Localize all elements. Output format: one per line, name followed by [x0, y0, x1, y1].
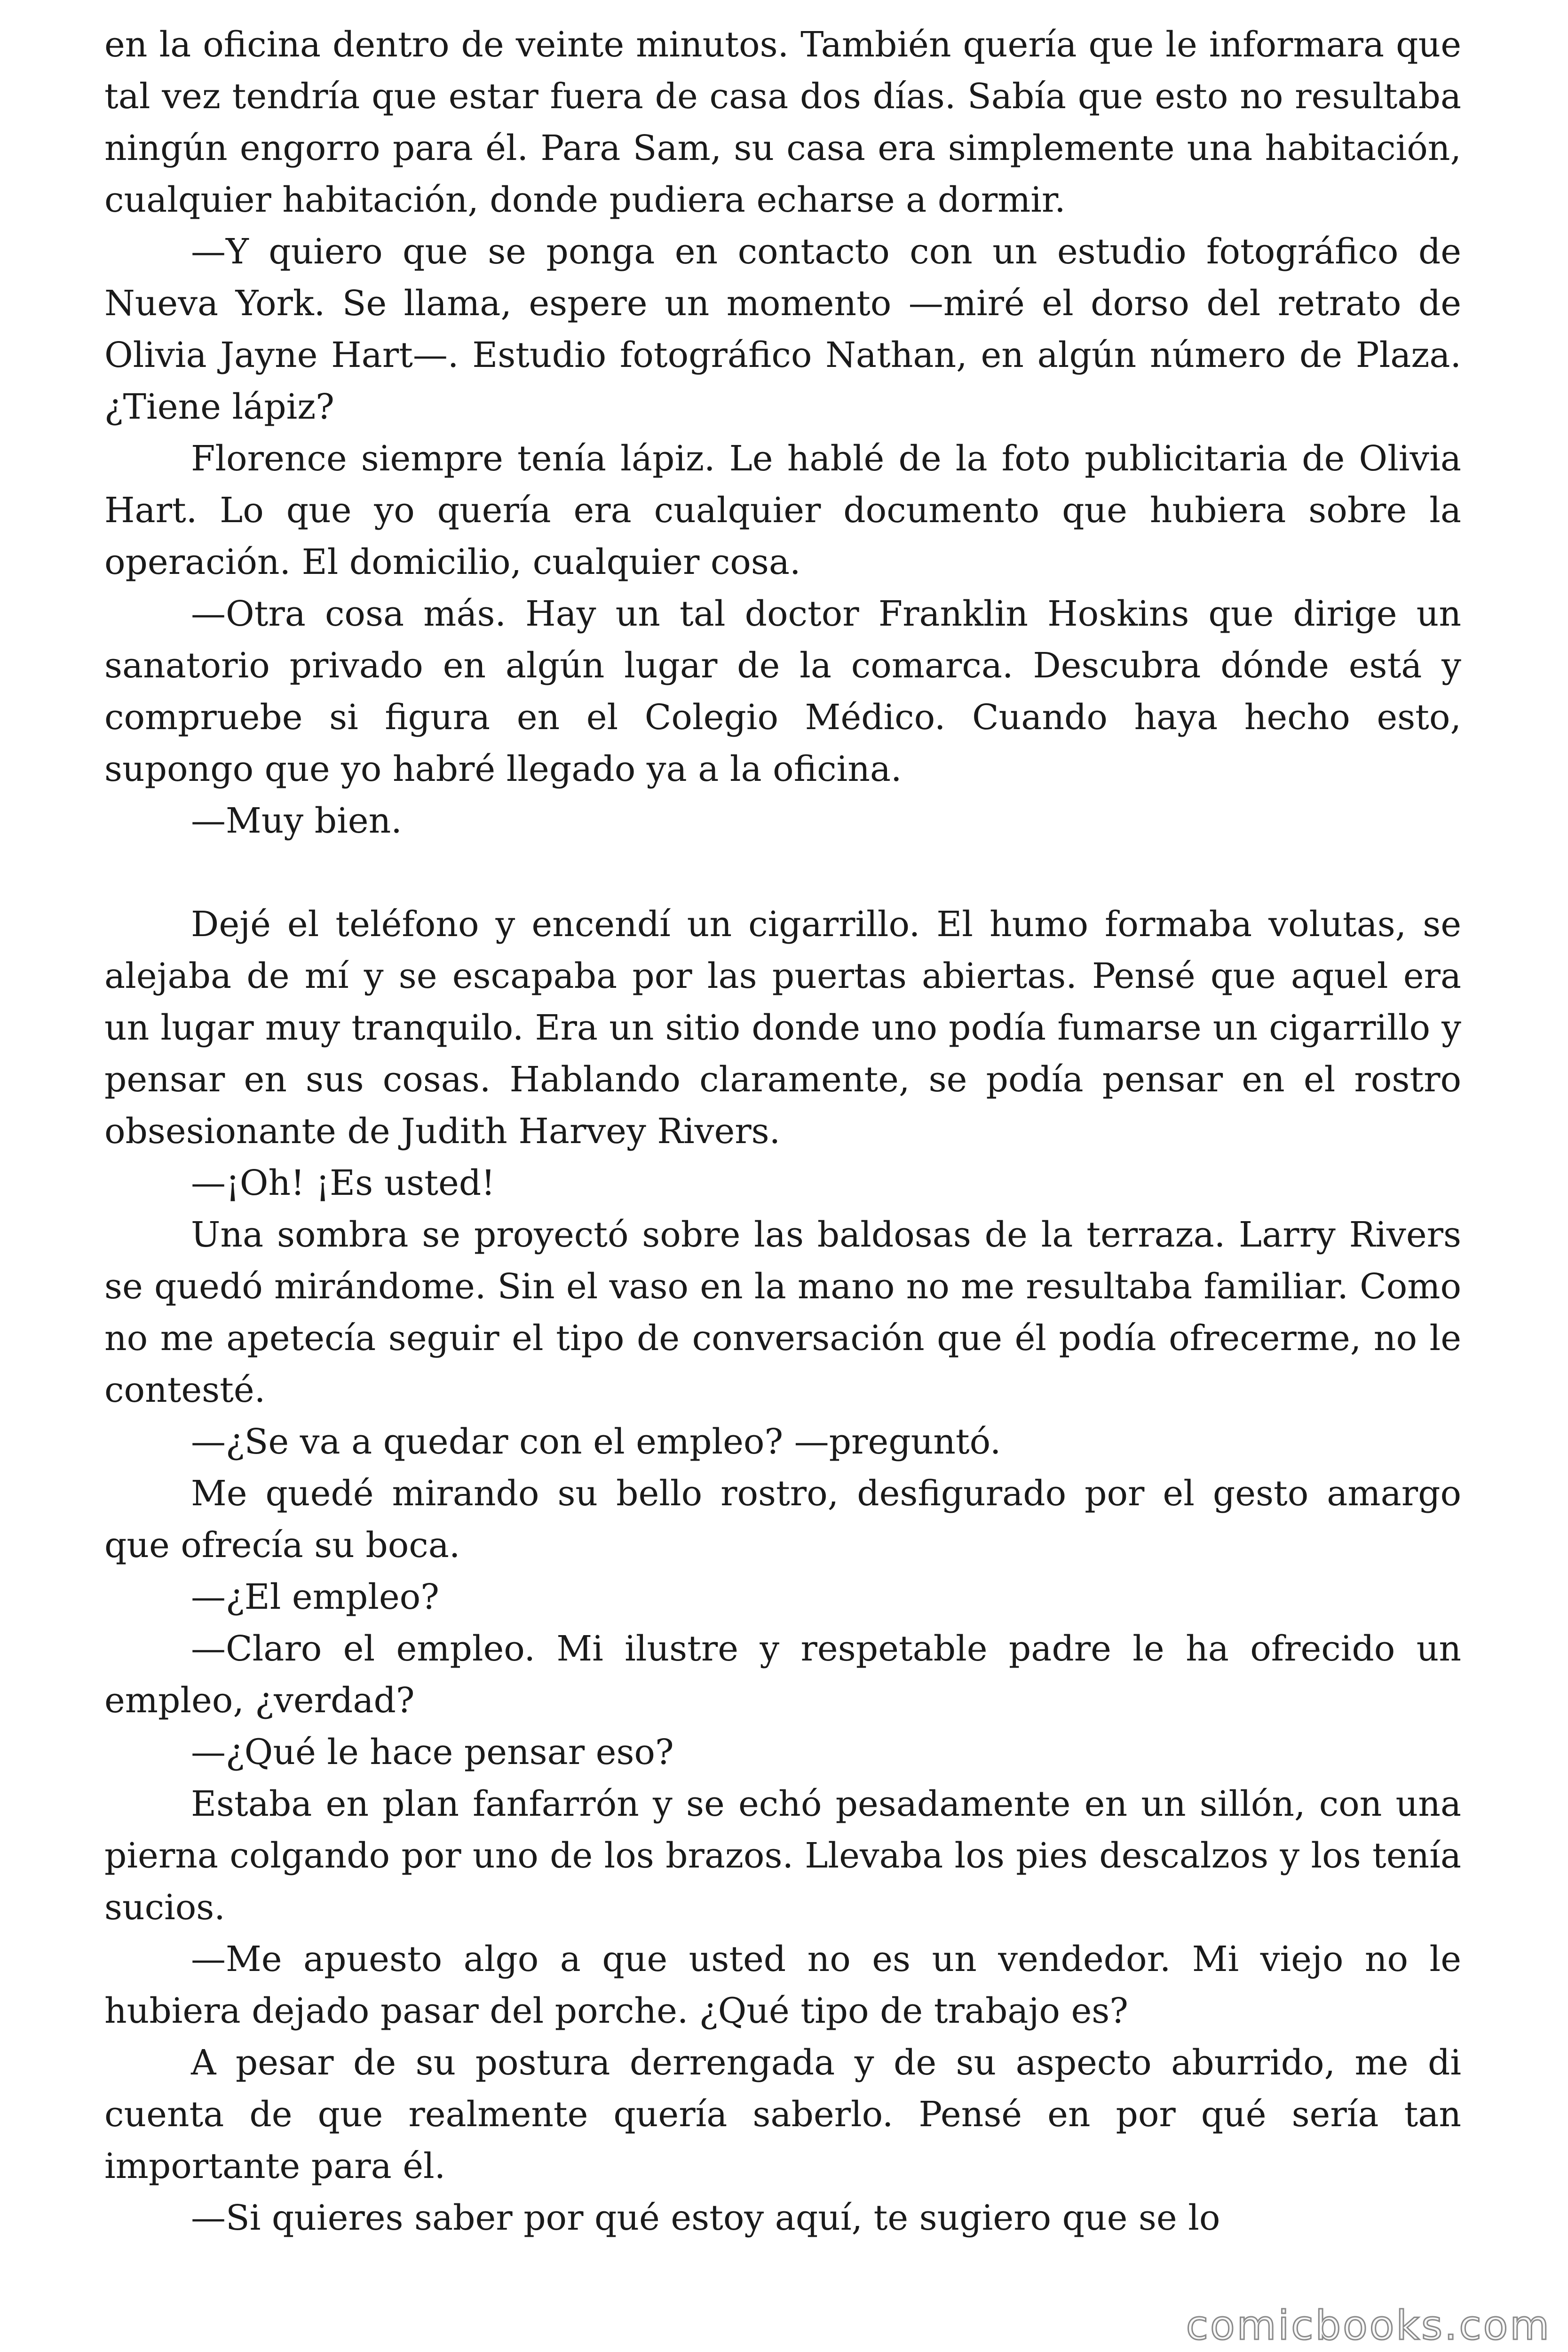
paragraph: Una sombra se proyectó sobre las baldosas de la terraza. Larry Rivers se quedó mirándome. Sin el vaso en la mano no me resultaba familiar. Como no me apetecía seguir el tipo de conversación que él podía ofrecerme, no le contesté.	[104, 1215, 1461, 1410]
paragraph: —Si quieres saber por qué estoy aquí, te sugiero que se lo	[191, 2198, 1220, 2238]
paragraph: —Muy bien.	[191, 801, 402, 841]
paragraph: —¿Qué le hace pensar eso?	[191, 1732, 674, 1772]
document-page	[104, 19, 1461, 2244]
paragraph: Estaba en plan fanfarrón y se echó pesadamente en un sillón, con una pierna colgando por uno de los brazos. Llevaba los pies descalzos y los tenía sucios.	[104, 1784, 1461, 1928]
paragraph: —¿Se va a quedar con el empleo? —preguntó.	[191, 1422, 1001, 1462]
paragraph: Dejé el teléfono y encendí un cigarrillo. El humo formaba volutas, se alejaba de mí y se escapaba por las puertas abiertas. Pensé que aquel era un lugar muy tranquilo. Era un sitio donde uno podía fumarse un cigarrillo y pensar en sus cosas. Hablando claramente, se podía pensar en el rostro obsesionante de Judith Harvey Rivers.	[104, 904, 1461, 1152]
paragraph: —Claro el empleo. Mi ilustre y respetable padre le ha ofrecido un empleo, ¿verdad?	[104, 1629, 1461, 1721]
paragraph: —Me apuesto algo a que usted no es un vendedor. Mi viejo no le hubiera dejado pasar del porche. ¿Qué tipo de trabajo es?	[104, 1939, 1461, 2031]
paragraph: —Otra cosa más. Hay un tal doctor Franklin Hoskins que dirige un sanatorio privado en algún lugar de la comarca. Descubra dónde está y compruebe si figura en el Colegio Médico. Cuando haya hecho esto, supongo que yo habré llegado ya a la oficina.	[104, 594, 1461, 789]
paragraph: —¿El empleo?	[191, 1577, 439, 1617]
section-break	[104, 847, 1461, 898]
paragraph: A pesar de su postura derrengada y de su aspecto aburrido, me di cuenta de que realmente quería saberlo. Pensé en por qué sería tan importante para él.	[104, 2042, 1461, 2186]
text-block-part2	[104, 898, 1461, 2244]
text-block-part1	[104, 19, 1461, 847]
paragraph: en la oficina dentro de veinte minutos. También quería que le informara que tal vez tendría que estar fuera de casa dos días. Sabía que esto no resultaba ningún engorro para él. Para Sam, su casa era simplemente una habitación, cualquier habitación, donde pudiera echarse a dormir.	[104, 24, 1461, 220]
paragraph: Me quedé mirando su bello rostro, desfigurado por el gesto amargo que ofrecía su boca.	[104, 1473, 1461, 1565]
watermark: comicbooks.com	[1186, 2302, 1551, 2349]
paragraph: —Y quiero que se ponga en contacto con un estudio fotográfico de Nueva York. Se llama, espere un momento —miré el dorso del retrato de Olivia Jayne Hart—. Estudio fotográfico Nathan, en algún número de Plaza. ¿Tiene lápiz?	[104, 231, 1461, 427]
paragraph: —¡Oh! ¡Es usted!	[191, 1163, 495, 1203]
paragraph: Florence siempre tenía lápiz. Le hablé de la foto publicitaria de Olivia Hart. Lo que yo quería era cualquier documento que hubiera sobre la operación. El domicilio, cualquier cosa.	[104, 438, 1461, 582]
